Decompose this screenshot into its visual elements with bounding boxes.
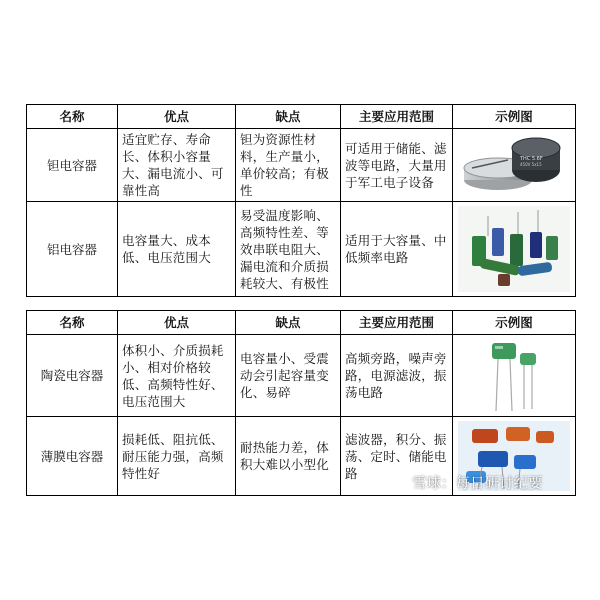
- svg-text:450V 5x15: 450V 5x15: [520, 162, 542, 167]
- row-cons: 电容量小、受震动会引起容量变化、易碎: [236, 335, 341, 417]
- row-applications: 可适用于储能、滤波等电路，大量用于军工电子设备: [341, 129, 453, 202]
- svg-text:THC 5.6F: THC 5.6F: [520, 156, 543, 162]
- row-name-aluminum: 铝电容器: [27, 202, 118, 297]
- row-pros: 电容量大、成本低、电压范围大: [118, 202, 236, 297]
- row-pros: 损耗低、阻抗低、耐压能力强，高频特性好: [118, 417, 236, 496]
- tantalum-capacitor-photo: [453, 129, 576, 202]
- row-cons: 耐热能力差，体积大难以小型化: [236, 417, 341, 496]
- table-row: [27, 129, 576, 202]
- row-pros: 适宜贮存、寿命长、体积小容量大、漏电流小、可靠性高: [118, 129, 236, 202]
- table-header-row: [27, 311, 576, 335]
- row-cons: 钽为资源性材料，生产量小，单价较高；有极性: [236, 129, 341, 202]
- watermark: [390, 470, 565, 494]
- capacitor-table-2: [26, 310, 576, 496]
- watermark-text: 雪球：每日研讨纪要: [412, 475, 543, 492]
- aluminum-capacitor-photo: [453, 202, 576, 297]
- header-cons: 缺点: [236, 105, 341, 129]
- ceramic-capacitor-photo: [453, 335, 576, 417]
- row-applications: 适用于大容量、中低频率电路: [341, 202, 453, 297]
- header-example-image: 示例图: [453, 311, 576, 335]
- row-applications: 滤波器，积分、振荡、定时、储能电路: [341, 417, 453, 496]
- header-cons: 缺点: [236, 311, 341, 335]
- table-row: [27, 335, 576, 417]
- capacitor-table-1: [26, 104, 576, 297]
- header-example-image: 示例图: [453, 105, 576, 129]
- row-name-ceramic: 陶瓷电容器: [27, 335, 118, 417]
- header-pros: 优点: [118, 105, 236, 129]
- header-applications: 主要应用范围: [341, 105, 453, 129]
- header-name: 名称: [27, 311, 118, 335]
- table-row: [27, 202, 576, 297]
- row-name-film: 薄膜电容器: [27, 417, 118, 496]
- row-name-tantalum: 钽电容器: [27, 129, 118, 202]
- header-name: 名称: [27, 105, 118, 129]
- row-applications: 高频旁路，噪声旁路，电源滤波，振荡电路: [341, 335, 453, 417]
- header-pros: 优点: [118, 311, 236, 335]
- snowball-logo-icon: [390, 473, 408, 491]
- row-pros: 体积小、介质损耗小、相对价格较低、高频特性好、电压范围大: [118, 335, 236, 417]
- table-header-row: [27, 105, 576, 129]
- row-cons: 易受温度影响、高频特性差、等效串联电阻大、漏电流和介质损耗较大、有极性: [236, 202, 341, 297]
- header-applications: 主要应用范围: [341, 311, 453, 335]
